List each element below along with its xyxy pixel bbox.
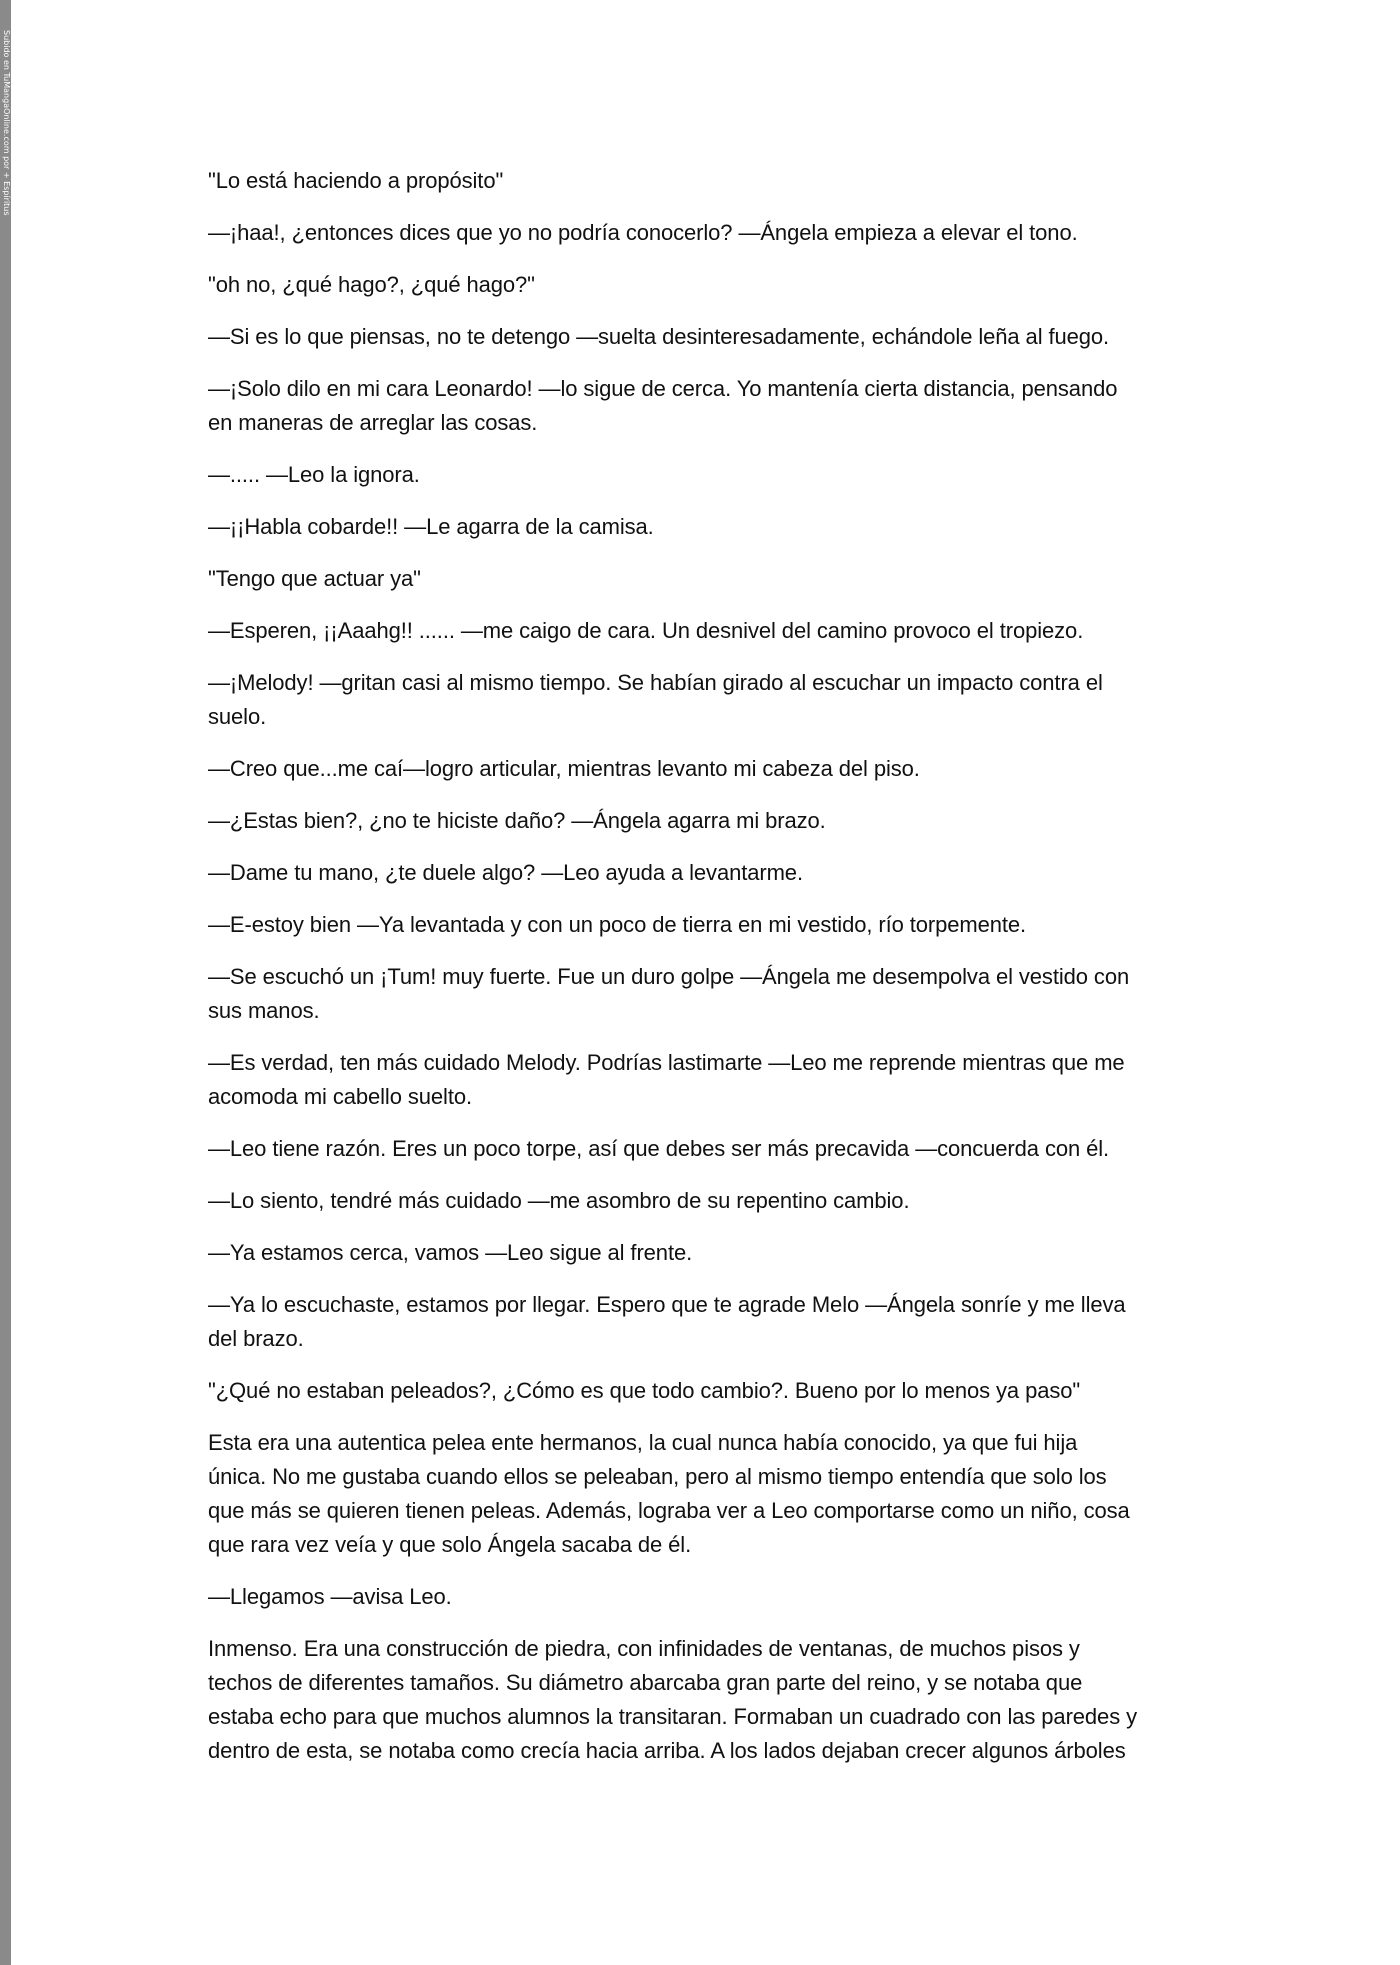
paragraph: —¡¡Habla cobarde!! —Le agarra de la camisa. <box>208 514 654 539</box>
paragraph: —Leo tiene razón. Eres un poco torpe, así que debes ser más precavida —concuerda con él. <box>208 1136 1110 1161</box>
paragraph: —Llegamos —avisa Leo. <box>208 1584 452 1609</box>
paragraph: —Ya lo escuchaste, estamos por llegar. Espero que te agrade Melo —Ángela sonríe y me lleva del brazo. <box>208 1292 1126 1351</box>
paragraph: —Es verdad, ten más cuidado Melody. Podrías lastimarte —Leo me reprende mientras que me acomoda mi cabello suelto. <box>208 1050 1125 1109</box>
paragraph: "¿Qué no estaban peleados?, ¿Cómo es que todo cambio?. Bueno por lo menos ya paso" <box>208 1378 1081 1403</box>
paragraph: —Si es lo que piensas, no te detengo —suelta desinteresadamente, echándole leña al fuego. <box>208 324 1110 349</box>
upload-watermark: Subido en TuMangaOnline.com por + Espíritus <box>2 30 11 216</box>
document-body <box>208 164 1208 1786</box>
paragraph: —Dame tu mano, ¿te duele algo? —Leo ayuda a levantarme. <box>208 860 803 885</box>
paragraph: —..... —Leo la ignora. <box>208 462 420 487</box>
paragraph: —¡Solo dilo en mi cara Leonardo! —lo sigue de cerca. Yo mantenía cierta distancia, pensando en maneras de arreglar las cosas. <box>208 376 1118 435</box>
paragraph: —Lo siento, tendré más cuidado —me asombro de su repentino cambio. <box>208 1188 910 1213</box>
paragraph: —¿Estas bien?, ¿no te hiciste daño? —Ángela agarra mi brazo. <box>208 808 826 833</box>
left-margin-bar <box>0 0 11 1965</box>
paragraph: Inmenso. Era una construcción de piedra, con infinidades de ventanas, de muchos pisos y techos de diferentes tamaños. Su diámetro abarcaba gran parte del reino, y se notaba que estaba echo para que muchos alumnos la transitaran. Formaban un cuadrado con las paredes y dentro de esta, se notaba como crecía hacia arriba. A los lados dejaban crecer algunos árboles <box>208 1636 1138 1763</box>
paragraph: —¡haa!, ¿entonces dices que yo no podría conocerlo? —Ángela empieza a elevar el tono. <box>208 220 1078 245</box>
paragraph: —Se escuchó un ¡Tum! muy fuerte. Fue un duro golpe —Ángela me desempolva el vestido con sus manos. <box>208 964 1130 1023</box>
paragraph: —E-estoy bien —Ya levantada y con un poco de tierra en mi vestido, río torpemente. <box>208 912 1027 937</box>
paragraph: —Esperen, ¡¡Aaahg!! ...... —me caigo de cara. Un desnivel del camino provoco el tropiezo. <box>208 618 1084 643</box>
paragraph: —Ya estamos cerca, vamos —Leo sigue al frente. <box>208 1240 693 1265</box>
paragraph: Esta era una autentica pelea ente hermanos, la cual nunca había conocido, ya que fui hija única. No me gustaba cuando ellos se peleaban, pero al mismo tiempo entendía que solo los que más se quieren tienen peleas. Además, lograba ver a Leo comportarse como un niño, cosa que rara vez veía y que solo Ángela sacaba de él. <box>208 1430 1130 1557</box>
paragraph: —Creo que...me caí—logro articular, mientras levanto mi cabeza del piso. <box>208 756 920 781</box>
paragraph: "Tengo que actuar ya" <box>208 566 421 591</box>
paragraph: "oh no, ¿qué hago?, ¿qué hago?" <box>208 272 535 297</box>
paragraph: "Lo está haciendo a propósito" <box>208 168 504 193</box>
paragraph: —¡Melody! —gritan casi al mismo tiempo. Se habían girado al escuchar un impacto contra el suelo. <box>208 670 1103 729</box>
